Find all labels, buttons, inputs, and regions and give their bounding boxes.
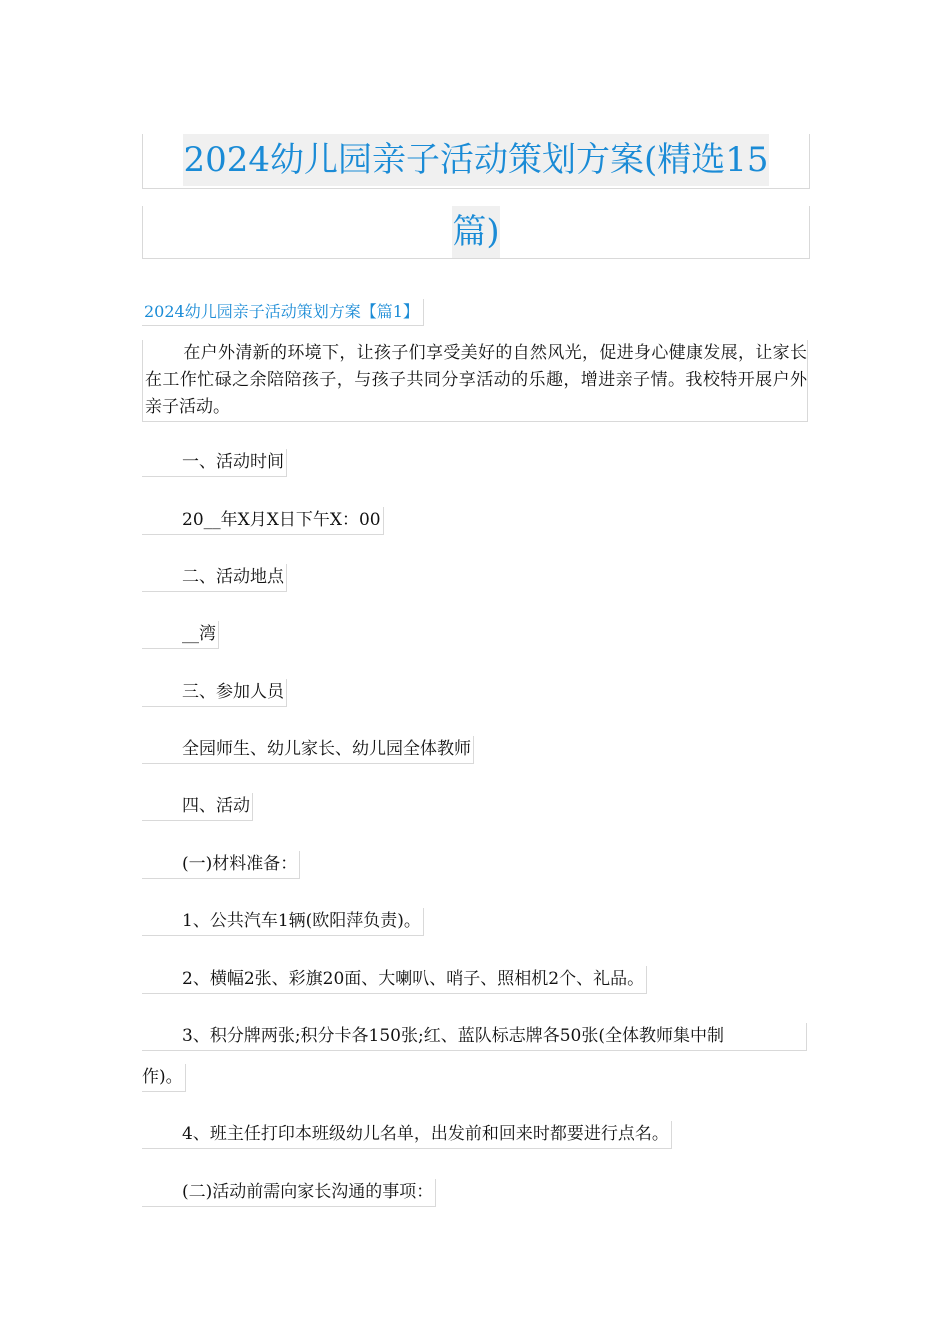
text-line: 全园师生、幼儿家长、幼儿园全体教师 bbox=[142, 736, 474, 764]
text-line: 作)。 bbox=[142, 1064, 186, 1092]
text-line: 一、活动时间 bbox=[142, 449, 287, 477]
text-line: 20__年X月X日下午X：00 bbox=[142, 507, 384, 535]
text-line: 3、积分牌两张;积分卡各150张;红、蓝队标志牌各50张(全体教师集中制 bbox=[142, 1023, 807, 1051]
document-title-line-1-box bbox=[142, 134, 810, 189]
text-line: 三、参加人员 bbox=[142, 679, 287, 707]
text-line: (一)材料准备： bbox=[142, 851, 300, 879]
text-line: 4、班主任打印本班级幼儿名单，出发前和回来时都要进行点名。 bbox=[142, 1121, 672, 1149]
document-title-line-1: 2024幼儿园亲子活动策划方案(精选15 bbox=[183, 134, 768, 186]
text-line: 二、活动地点 bbox=[142, 564, 287, 592]
section-heading: 2024幼儿园亲子活动策划方案【篇1】 bbox=[142, 299, 424, 326]
intro-paragraph bbox=[142, 340, 808, 422]
document-title-line-2: 篇) bbox=[452, 206, 499, 258]
text-line: 1、公共汽车1辆(欧阳萍负责)。 bbox=[142, 908, 424, 936]
document-title-line-2-box bbox=[142, 206, 810, 259]
text-line: (二)活动前需向家长沟通的事项： bbox=[142, 1179, 436, 1207]
text-line: 四、活动 bbox=[142, 793, 253, 821]
intro-paragraph-text: 在户外清新的环境下，让孩子们享受美好的自然风光，促进身心健康发展，让家长在工作忙碌之余陪陪孩子，与孩子共同分享活动的乐趣，增进亲子情。我校特开展户外亲子活动。 bbox=[145, 343, 807, 417]
text-line: __湾 bbox=[142, 621, 219, 649]
text-line: 2、横幅2张、彩旗20面、大喇叭、哨子、照相机2个、礼品。 bbox=[142, 966, 647, 994]
